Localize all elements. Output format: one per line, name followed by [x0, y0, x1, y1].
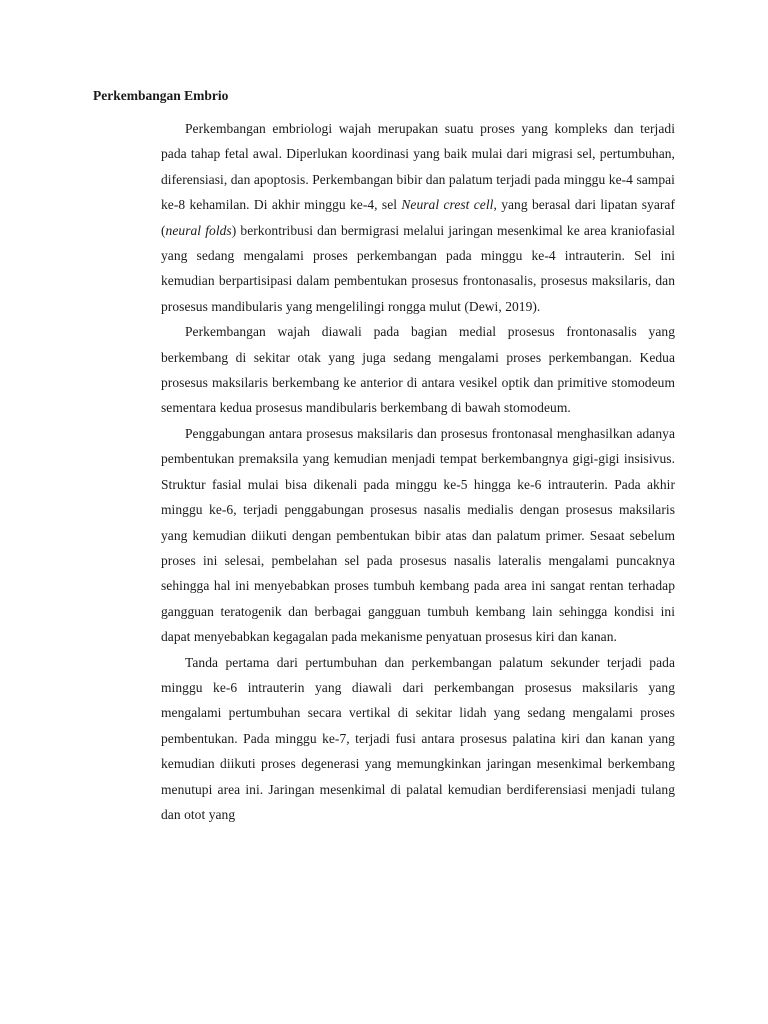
paragraph-1-text-b: , yang berasal dari lipatan syaraf ( — [161, 197, 676, 238]
paragraph-1 — [161, 116, 675, 319]
section-heading: Perkembangan Embrio — [93, 88, 229, 103]
paragraph-1-text-a: Perkembangan embriologi wajah merupakan suatu proses yang kompleks dan terjadi pada tahap fetal awal. Diperlukan koordinasi yang baik mulai dari migrasi sel, pertumbuhan, diferensiasi, dan apoptosis. Perkembangan bibir dan palatum terjadi pada minggu ke-4 sampai ke-8 kehamilan. Di akhir minggu ke-4, sel — [161, 121, 675, 213]
paragraph-3: Penggabungan antara prosesus maksilaris dan prosesus frontonasal menghasilkan adanya pembentukan premaksila yang kemudian menjadi tempat berkembangnya gigi-gigi insisivus. Struktur fasial mulai bisa dikenali pada minggu ke-5 hingga ke-6 intrauterin. Pada akhir minggu ke-6, terjadi penggabungan prosesus nasalis medialis dengan prosesus maksilaris yang kemudian diikuti dengan pembentukan bibir atas dan palatum primer. Sesaat sebelum proses ini selesai, pembelahan sel pada prosesus nasalis lateralis mengalami puncaknya sehingga hal ini menyebabkan proses tumbuh kembang pada area ini sangat rentan terhadap gangguan teratogenik dan berbagai gangguan tumbuh kembang lain sehingga kondisi ini dapat menyebabkan kegagalan pada mekanisme penyatuan prosesus kiri dan kanan. — [161, 425, 675, 645]
body-text — [161, 116, 675, 828]
paragraph-4: Tanda pertama dari pertumbuhan dan perkembangan palatum sekunder terjadi pada minggu ke-6 intrauterin yang diawali dari perkembangan prosesus maksilaris yang mengalami pertumbuhan secara vertikal di sekitar lidah yang sedang mengalami proses pembentukan. Pada minggu ke-7, terjadi fusi antara prosesus palatina kiri dan kanan yang kemudian diikuti proses degenerasi yang memungkinkan jaringan mesenkimal berkembang menutupi area ini. Jaringan mesenkimal di palatal kemudian berdiferensiasi menjadi tulang dan otot yang — [161, 654, 675, 822]
paragraph-2: Perkembangan wajah diawali pada bagian medial prosesus frontonasalis yang berkembang di sekitar otak yang juga sedang mengalami proses perkembangan. Kedua prosesus maksilaris berkembang ke anterior di antara vesikel optik dan primitive stomodeum sementara kedua prosesus mandibularis berkembang di bawah stomodeum. — [161, 324, 675, 416]
paragraph-1-italic-term-2: neural folds — [165, 222, 232, 238]
paragraph-1-italic-term-1: Neural crest cell — [401, 197, 494, 213]
paragraph-1-text-c: ) berkontribusi dan bermigrasi melalui jaringan mesenkimal ke area kraniofasial yang sedang mengalami proses perkembangan pada minggu ke-4 intrauterin. Sel ini kemudian berpartisipasi dalam pembentukan prosesus frontonasalis, prosesus maksilaris, dan prosesus mandibularis yang mengelilingi rongga mulut (Dewi, 2019). — [161, 222, 675, 314]
